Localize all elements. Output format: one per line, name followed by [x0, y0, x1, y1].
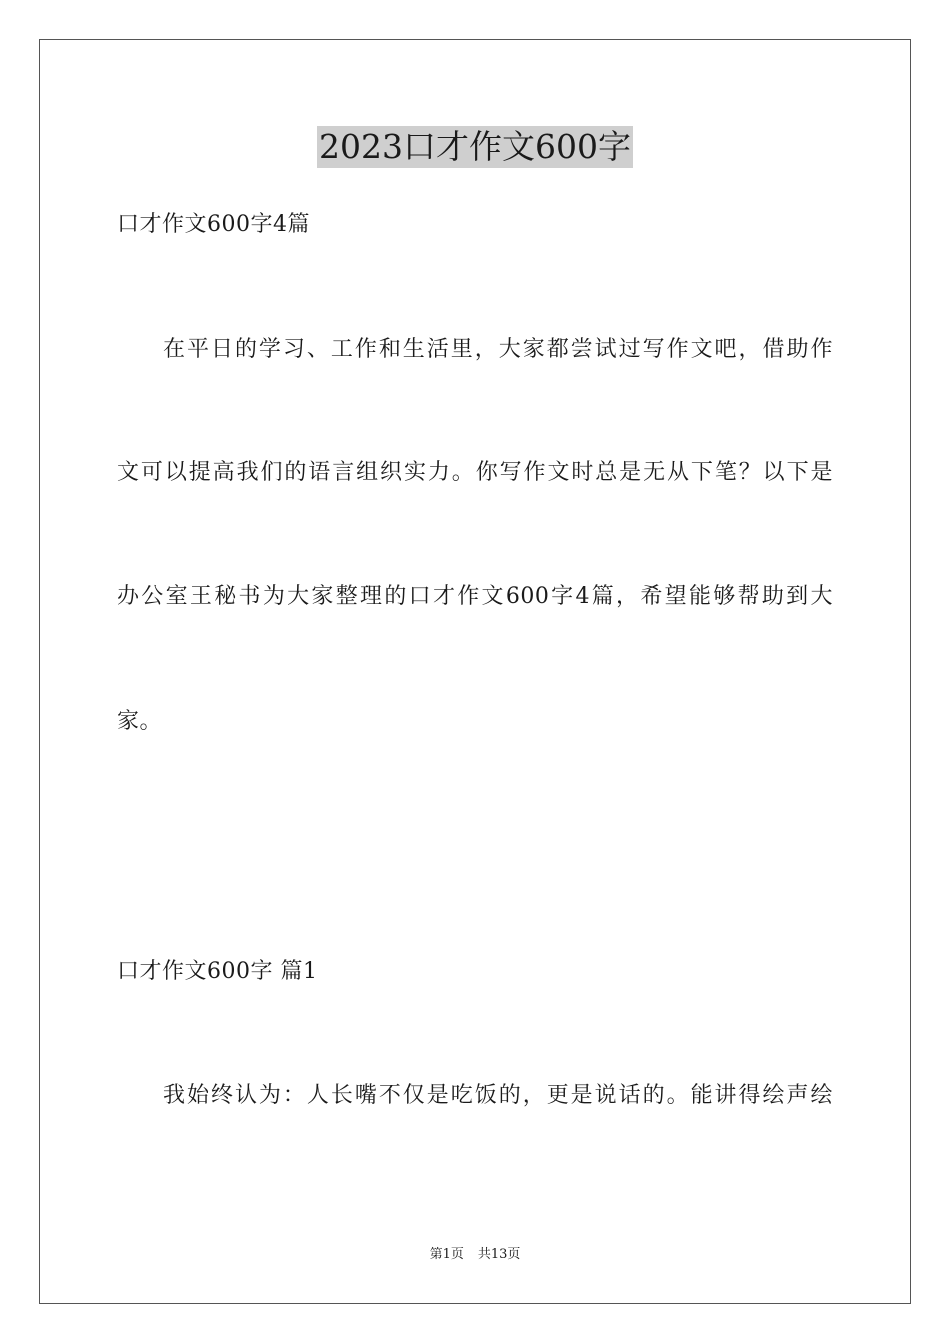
- paragraph-line: 办公室王秘书为大家整理的口才作文600字4篇，希望能够帮助到大: [117, 584, 833, 609]
- paragraph-line: 家。: [117, 709, 163, 734]
- page-total: 共13页: [477, 1247, 521, 1262]
- section-heading: 口才作文600字 篇1: [117, 959, 318, 984]
- paragraph-line: 我始终认为：人长嘴不仅是吃饭的，更是说话的。能讲得绘声绘: [163, 1083, 833, 1108]
- page-number: 第1页: [429, 1247, 464, 1262]
- page-footer: [0, 1246, 950, 1264]
- title-container: [0, 126, 950, 168]
- document-subtitle: 口才作文600字4篇: [117, 212, 310, 237]
- paragraph-line: 在平日的学习、工作和生活里，大家都尝试过写作文吧，借助作: [163, 337, 833, 362]
- paragraph-line: 文可以提高我们的语言组织实力。你写作文时总是无从下笔？以下是: [117, 460, 833, 485]
- document-title: 2023口才作文600字: [319, 127, 631, 166]
